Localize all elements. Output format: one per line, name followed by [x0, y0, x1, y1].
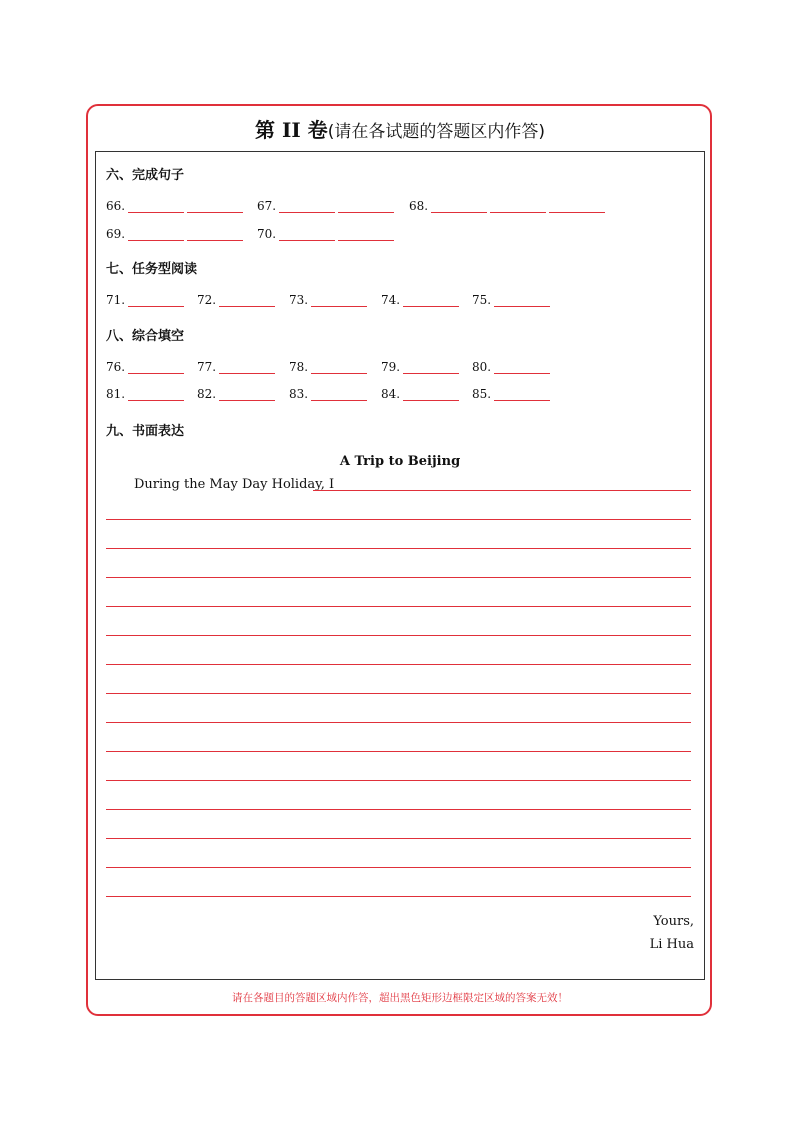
answer-item — [257, 199, 394, 213]
answer-item — [289, 360, 367, 374]
essay-title: A Trip to Beijing — [339, 454, 461, 469]
writing-line[interactable] — [106, 838, 691, 839]
question-number: 68. — [409, 199, 429, 213]
writing-line[interactable] — [106, 896, 691, 897]
section-title-7: 七、任务型阅读 — [106, 262, 198, 277]
answer-item — [257, 227, 394, 241]
writing-line[interactable] — [106, 664, 691, 665]
answer-blank[interactable] — [187, 201, 243, 213]
answer-item — [289, 293, 367, 307]
answer-blank[interactable] — [128, 229, 184, 241]
answer-blank[interactable] — [490, 201, 546, 213]
question-number: 83. — [289, 387, 309, 401]
question-number: 69. — [106, 227, 126, 241]
question-number: 78. — [289, 360, 309, 374]
answer-blank[interactable] — [494, 362, 550, 374]
answer-blank[interactable] — [311, 295, 367, 307]
answer-item — [106, 199, 243, 213]
writing-line[interactable] — [106, 606, 691, 607]
answer-item — [106, 387, 184, 401]
writing-line[interactable] — [106, 693, 691, 694]
answer-item — [106, 227, 243, 241]
question-number: 72. — [197, 293, 217, 307]
writing-line[interactable] — [106, 780, 691, 781]
answer-blank[interactable] — [403, 295, 459, 307]
answer-blank[interactable] — [549, 201, 605, 213]
question-number: 80. — [472, 360, 492, 374]
answer-blank[interactable] — [311, 362, 367, 374]
essay-signature: Li Hua — [649, 937, 694, 952]
section-title-9: 九、书面表达 — [106, 424, 185, 439]
writing-line[interactable] — [106, 519, 691, 520]
answer-blank[interactable] — [494, 389, 550, 401]
writing-line[interactable] — [106, 751, 691, 752]
question-number: 84. — [381, 387, 401, 401]
answer-blank[interactable] — [338, 201, 394, 213]
writing-line[interactable] — [106, 548, 691, 549]
answer-item — [472, 387, 550, 401]
answer-item — [472, 293, 550, 307]
answer-blank[interactable] — [187, 229, 243, 241]
answer-blank[interactable] — [494, 295, 550, 307]
section-title-6: 六、完成句子 — [106, 168, 185, 183]
question-number: 85. — [472, 387, 492, 401]
answer-item — [197, 360, 275, 374]
essay-closing: Yours, — [653, 914, 694, 929]
answer-item — [409, 199, 605, 213]
section-title-8: 八、综合填空 — [106, 329, 185, 344]
answer-blank[interactable] — [219, 389, 275, 401]
writing-line[interactable] — [106, 577, 691, 578]
answer-blank[interactable] — [338, 229, 394, 241]
question-number: 76. — [106, 360, 126, 374]
question-number: 67. — [257, 199, 277, 213]
answer-blank[interactable] — [403, 362, 459, 374]
question-number: 71. — [106, 293, 126, 307]
question-number: 73. — [289, 293, 309, 307]
question-number: 75. — [472, 293, 492, 307]
answer-blank[interactable] — [128, 201, 184, 213]
writing-line[interactable] — [106, 635, 691, 636]
title-bold: 第 II 卷 — [255, 118, 328, 142]
answer-item — [197, 387, 275, 401]
question-number: 79. — [381, 360, 401, 374]
answer-blank[interactable] — [219, 362, 275, 374]
question-number: 77. — [197, 360, 217, 374]
answer-blank[interactable] — [279, 229, 335, 241]
answer-blank[interactable] — [403, 389, 459, 401]
writing-line[interactable] — [106, 809, 691, 810]
writing-line[interactable] — [106, 867, 691, 868]
answer-blank[interactable] — [311, 389, 367, 401]
answer-item — [106, 293, 184, 307]
answer-item — [197, 293, 275, 307]
answer-blank[interactable] — [219, 295, 275, 307]
answer-blank[interactable] — [128, 295, 184, 307]
answer-blank[interactable] — [279, 201, 335, 213]
title-subtitle: (请在各试题的答题区内作答) — [327, 122, 545, 142]
question-number: 82. — [197, 387, 217, 401]
page-title — [0, 116, 800, 146]
answer-item — [381, 360, 459, 374]
essay-opening: During the May Day Holiday, I — [134, 477, 335, 492]
answer-blank[interactable] — [128, 389, 184, 401]
answer-item — [381, 293, 459, 307]
answer-item — [289, 387, 367, 401]
answer-blank[interactable] — [431, 201, 487, 213]
writing-line[interactable] — [313, 490, 691, 491]
answer-item — [381, 387, 459, 401]
answer-blank[interactable] — [128, 362, 184, 374]
writing-line[interactable] — [106, 722, 691, 723]
answer-item — [106, 360, 184, 374]
question-number: 81. — [106, 387, 126, 401]
question-number: 74. — [381, 293, 401, 307]
question-number: 66. — [106, 199, 126, 213]
footer-note: 请在各题目的答题区域内作答，超出黑色矩形边框限定区域的答案无效！ — [232, 992, 568, 1004]
answer-item — [472, 360, 550, 374]
question-number: 70. — [257, 227, 277, 241]
